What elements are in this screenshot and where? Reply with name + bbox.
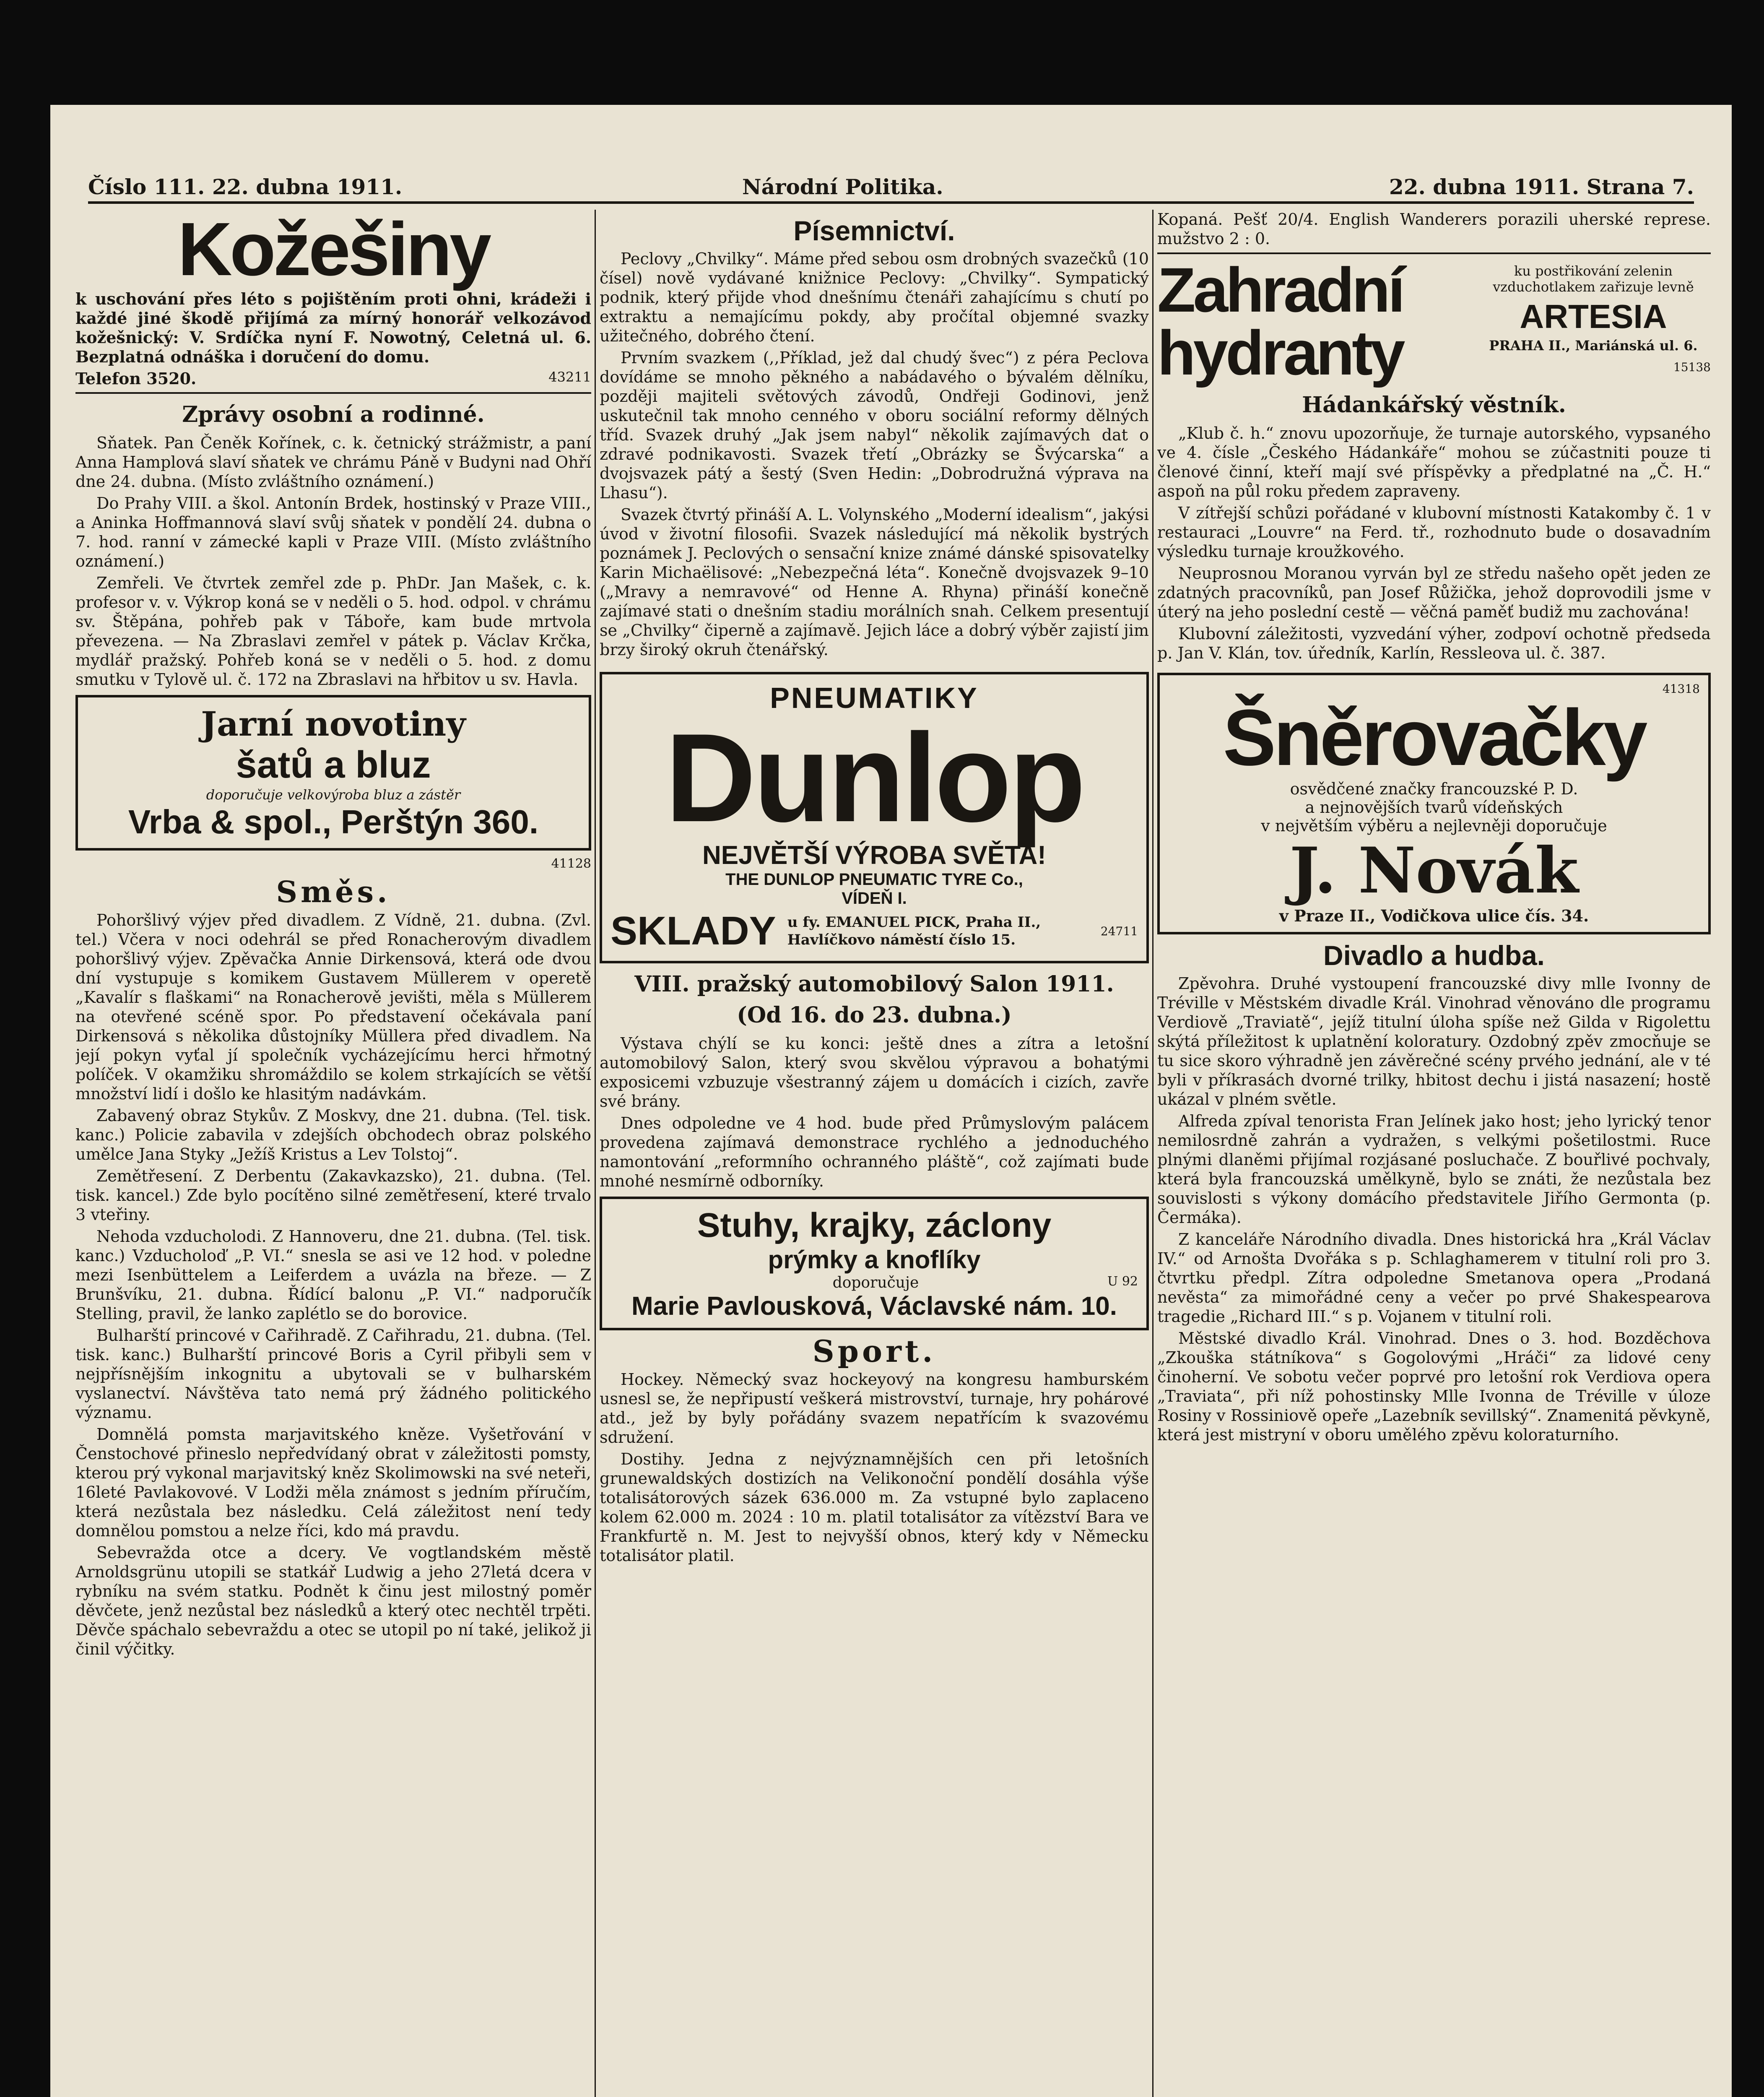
paragraph: Pohoršlivý výjev před divadlem. Z Vídně, 21. dubna. (Zvl. tel.) Včera v noci odehrál se před Ronacherovým divadlem pohoršlivý výjev. Zpěvačka Annie Dirkensová, která ode dvou dní vystupuje s komikem Gustavem Müllerem v operetě „Kavalír s flaškami“ na Ronacherově jevišti, měla s Müllerem na otevřené scéně spor. Po představení očekávala paní Dirkensová s několika důstojníky Müllera před divadlem. Na její pokyn vyťal jí společník vycházejícímu herci hřmotný políček. V okamžiku shromáždilo se kolem strkajících se větší množství lidí i došlo ke hlasitým nadávkám. [75,911,591,1103]
ad-line: Vrba & spol., Perštýn 360. [128,803,539,840]
ad-line: ku postřikování zelenin vzduchotlakem zařizuje levně [1493,263,1694,295]
ad-line: hydranty [1157,317,1403,388]
ad-line: doporučuje velkovýroba bluz a zástěr [206,787,461,803]
divider [1157,252,1711,254]
ad-line: v největším výběru a nejlevněji doporučuje [1261,817,1607,835]
paragraph: V zítřejší schůzi pořádané v klubovní místnosti Katakomby č. 1 v restauraci „Louvre“ na Ferd. tř., rozhodnuto bude o dosavadním výsledku turnaje kroužkového. [1157,504,1711,561]
paragraph: Zemětřesení. Z Derbentu (Zakavkazsko), 21. dubna. (Tel. tisk. kancel.) Zde bylo pocítěno silné zemětřesení, které trvalo 3 vteřiny. [75,1167,591,1224]
ad-snerovacky [1157,673,1711,934]
ad-title: Šněrovačky [1223,693,1645,782]
ad-code: 41318 [1662,682,1700,696]
ad-firm: u fy. EMANUEL PICK, Praha II., Havlíčkovo náměstí číslo 15. [787,914,1041,948]
ad-phone: Telefon 3520. [75,369,197,388]
ad-address: v Praze II., Vodičkova ulice čís. 34. [1279,906,1589,925]
ad-address: PRAHA II., Mariánská ul. 6. [1489,338,1698,354]
paragraph: Alfreda zpíval tenorista Fran Jelínek jako host; jeho lyrický tenor nemilosrdně zahrán a vydražen, s velkými pošetilostmi. Ruce plnými dlaněmi přijímal rozjásané posluchače. Z bouřlivé pochvaly, která byla francouzská umělkyně, bylo se znáti, že nezůstala bez souvislosti s výkony domácího představitele Jiřího Germonta (p. Čermáka). [1157,1112,1711,1227]
paragraph: Neuprosnou Moranou vyrván byl ze středu našeho opět jeden ze zdatných pracovníků, pan Josef Růžička, jehož doprovodili jsme v úterý na jeho poslední cestě — věčná paměť budiž mu zachována! [1157,564,1711,621]
ad-code: 43211 [548,369,591,385]
paragraph: „Klub č. h.“ znovu upozorňuje, že turnaje autorského, vypsaného ve 4. čísle „Českého Hádankáře“ mohou se zúčastniti pouze ti členové činní, kteří mají své příspěvky a předplatné na „Č. H.“ aspoň na půl roku předem zapraveny. [1157,424,1711,500]
ad-line: prýmky a knoflíky [768,1246,981,1274]
ad-line: VÍDEŇ I. [842,889,907,908]
column-2 [600,210,1149,2097]
ad-line: THE DUNLOP PNEUMATIC TYRE Co., [725,870,1023,889]
column-3 [1157,210,1711,2097]
ad-footer [611,908,1138,954]
ad-logo: Dunlop [665,707,1083,848]
paragraph: Dnes odpoledne ve 4 hod. bude před Průmyslovým palácem provedena zajímavá demonstrace rychlého a jednoduchého namontování „reformního ochranného pláště“, což zajímati bude mnohé nesmírně odborníky. [600,1114,1149,1190]
ad-line: a nejnovějších tvarů vídeňských [1305,798,1563,817]
ad-line: doporučuje [832,1274,919,1291]
column-rule [595,210,596,2097]
paragraph: Peclovy „Chvilky“. Máme před sebou osm drobných svazečků (10 čísel) nově vydávané knižnice Peclovy: „Chvilky“. Sympatický podnik, který přijde vhod dnešnímu čtenáři zahajícímu s chutí po extraktu a nemajícímu pokdy, aby pročítal objemné svazky užitečného, dobrého čtení. [600,250,1149,345]
ad-code: 15138 [1673,360,1711,374]
section-title: Divadlo a hudba. [1323,940,1545,971]
header-issue: Číslo 111. 22. dubna 1911. [88,174,403,199]
paragraph: Sebevražda otce a dcery. Ve vogtlandském městě Arnoldsgrünu utopili se statkář Ludwig a jeho 27letá dcera v rybníku na svém statku. Podnět k činu jest milostný poměr děvčete, jenž nezůstal bez následků a který otec nechtěl trpěti. Děvče spáchalo sebevraždu a otec se utopil po ní také, jelikož ji činil výčitky. [75,1543,591,1658]
section-title: Směs. [276,874,391,909]
ad-footer [75,369,591,388]
ad-body: k uschování přes léto s pojištěním proti ohni, krádeži i každé jiné škodě přijímá za mírný honorář velkozávod kožešnický: V. Srdíčka nyní F. Nowotný, Celetná ul. 6. Bezplatná odnáška i doručení do domu. [75,289,591,366]
ad-name: J. Novák [1289,834,1579,908]
paragraph-kopana: Kopaná. Pešť 20/4. English Wanderers porazili uherské represe. mužstvo 2 : 0. [1157,210,1711,248]
ad-kozesiny [75,210,591,388]
ad-row [611,1274,1138,1291]
paragraph: Prvním svazkem (,,Příklad, jež dal chudý švec“) z péra Peclova dovídáme se mnoho pěkného a nabádavého o bývalém dělníku, později majiteli světových závodů, Ondřeji Godinovi, jenž uskutečnil tak mnoho cenného v oboru sociální reformy dělných tříd. Svazek druhý „Jak jsem nabyl“ několik zajímavých dat o zdravé podnikavosti. Svazek třetí „Obrázky se Švýcarska“ a dvojsvazek pátý a šestý (Sven Hedin: „Dobrodružná výprava na Lhasu“). [600,349,1149,502]
section-title: Hádankářský věstník. [1302,392,1566,418]
ad-right [1476,263,1711,380]
paragraph: Zabavený obraz Stykův. Z Moskvy, dne 21. dubna. (Tel. tisk. kanc.) Policie zabavila v zdejších obchodech obraz polského umělce Jana Styky „Ježíš Kristus a Lev Tolstoj“. [75,1106,591,1163]
ad-sklady: SKLADY [611,908,776,953]
ad-title: Kožešiny [177,210,489,291]
page-header [88,172,1694,204]
paragraph: Svazek čtvrtý přináší A. L. Volynského „Moderní idealism“, jakýsi úvod v životní filosofii. Svazek následující má několik bystrých poznámek J. Peclových o sensační knize známé dánské spisovatelky Karin Michaëlisové: „Nebezpečná léta“. Konečně dvojsvazek 9–10 („Mravy a nemravové“ od Henne A. Rhyna) přináší konečně zajímavé stati o dnešním stadiu morálních snah. Celkem presentují se „Chvilky“ čiperně a zajímavě. Jejich láce a dobrý výběr zajistí jim brzy široký okruh čtenářský. [600,505,1149,659]
paragraph: Bulharští princové v Cařihradě. Z Cařihradu, 21. dubna. (Tel. tisk. kanc.) Bulharští princové Boris a Cyril přibyli sem v nejpřísnějším inkognitu a ubytovali se v bulharském vyslanectví. Návštěva tato nemá prý žádného politického významu. [75,1326,591,1422]
header-date-page: 22. dubna 1911. Strana 7. [1389,174,1694,199]
divider [75,392,591,394]
ad-brand: ARTESIA [1520,298,1667,335]
ad-line: Stuhy, krajky, záclony [697,1206,1052,1244]
ad-line: Zahradní [1157,255,1403,325]
paragraph: Zpěvohra. Druhé vystoupení francouzské divy mlle Ivonny de Tréville v Městském divadle Král. Vinohrad věnováno dle programu Verdiově „Traviatě“, jejíž titulní úloha spíše než Gilda v Rigolettu skýtá příležitost k uplatnění koloratury. Ozdobný zpěv zmocňuje se tu sice skoro výhradně jen závěrečné scény prvého jednání, ale v té byli v příkrasách dvorné trilky, hbitost dechu i jistá nasazení; hostě ukázal v plném světle. [1157,974,1711,1108]
ad-dunlop [600,672,1149,963]
paragraph: Sňatek. Pan Čeněk Kořínek, c. k. četnický strážmistr, a paní Anna Hamplová slaví sňatek ve chrámu Páně v Budyni nad Ohří dne 24. dubna. (Místo zvláštního oznámení.) [75,434,591,491]
section-subtitle: (Od 16. do 23. dubna.) [737,1002,1012,1028]
ad-line: NEJVĚTŠÍ VÝROBA SVĚTA! [702,841,1046,870]
ad-code: 41128 [551,856,591,871]
header-masthead: Národní Politika. [742,174,943,199]
ad-stuhy [600,1197,1149,1330]
ad-line: Jarní novotiny [201,704,466,744]
ad-code: U 92 [1107,1274,1138,1289]
ad-jarni-novotiny [75,695,591,851]
section-title: Sport. [812,1333,936,1369]
section-title: Zprávy osobní a rodinné. [182,402,485,427]
paragraph: Do Prahy VIII. a škol. Antonín Brdek, hostinský v Praze VIII., a Aninka Hoffmannová slaví svůj sňatek v pondělí 24. dubna o 7. hod. ranní v zámecké kapli v Praze VIII. (Místo zvláštního oznámení.) [75,494,591,570]
paragraph: Zemřeli. Ve čtvrtek zemřel zde p. PhDr. Jan Mašek, c. k. profesor v. v. Výkrop koná se v neděli o 5. hod. odpol. v chrámu sv. Štěpána, pohřeb pak v Táboře, kam bude mrtvola převezena. — Na Zbraslavi zemřel v pátek p. Václav Krčka, mydlář pražský. Pohřeb koná se v neděli o 5. hod. z domu smutku v Tylově ul. č. 172 na Zbraslavi na hřbitov u sv. Havla. [75,574,591,689]
section-title: Písemnictví. [793,215,955,246]
ad-line: šatů a bluz [236,744,431,786]
paragraph: Domnělá pomsta marjavitského kněze. Vyšetřování v Čenstochové přineslo nepředvídaný obrat v záležitosti pomsty, kterou prý vykonal marjavitský kněz Skolimowski na své neteři, 16leté Pavlakovové. V Lodži měla známost s jedním příručím, která nezůstala bez následku. Celá záležitost není tedy domnělou pomstou a nelze říci, kdo má pravdu. [75,1425,591,1540]
column-rule [1152,210,1153,2097]
ad-line: osvědčené značky francouzské P. D. [1290,780,1578,798]
paragraph: Dostihy. Jedna z nejvýznamnějších cen při letošních grunewaldských dostizích na Velikonoční pondělí dosáhla výše totalisátorových sázek 636.000 m. Za vstupné bylo zaplaceno kolem 62.000 m. 2024 : 10 m. platil totalisátor za vítězství Bara ve Frankfurtě n. M. Jest to nejvyšší obnos, který kdy v Německu totalisátor platil. [600,1450,1149,1565]
paragraph: Nehoda vzducholodi. Z Hannoveru, dne 21. dubna. (Tel. tisk. kanc.) Vzducholoď „P. VI.“ snesla se asi ve 12 hod. v poledne mezi Isenbüttelem a Leiferdem a uvázla na březe. — Z Brunšvíku, 21. dubna. Řídící balonu „P. VI.“ nadporučík Stelling, pravil, že lanko zaplétlo se do borovice. [75,1227,591,1323]
ad-hydranty [1157,255,1711,388]
ad-line: Marie Pavlousková, Václavské nám. 10. [631,1292,1117,1321]
spacer [611,1274,644,1291]
paragraph: Výstava chýlí se ku konci: ještě dnes a zítra a letošní automobilový Salon, který svou skvělou výpravou a bohatými exposicemi vzbuzuje všestranný zájem u domácích i cizích, zavře své brány. [600,1034,1149,1111]
ad-line: PNEUMATIKY [770,682,979,714]
paragraph: Z kanceláře Národního divadla. Dnes historická hra „Král Václav IV.“ od Arnošta Dvořáka s p. Schlaghamerem v titulní roli pro 3. čtvrtku předpl. Zítra odpoledne Smetanova opera „Prodaná nevěsta“ za mimořádné ceny a večer po prvé Shakespearova tragedie „Richard III.“ s p. Vojanem v titulní roli. [1157,1230,1711,1326]
paragraph: Městské divadlo Král. Vinohrad. Dnes o 3. hod. Bozděchova „Zkouška státníkova“ s Gogolovými „Hráči“ za lidové ceny činoherní. Ve sobotu večer poprvé pro letošní rok Verdiova opera „Traviata“, při níž pohostinsky Mlle Ivonna de Tréville v úloze Rosiny v Rossiniově opeře „Lazebník sevillský“. Znamenitá pěvkyně, která jest mistryní v oboru umělého zpěvu koloraturního. [1157,1329,1711,1444]
ad-left [1157,255,1476,388]
paragraph: Hockey. Německý svaz hockeyový na kongresu hamburském usnesl se, že nepřipustí veškerá mistrovství, turnaje, hry pohárové atd., jež by byly pořádány svazem nepatřícím k svazovému sdružení. [600,1370,1149,1447]
paragraph: Klubovní záležitosti, vyzvedání výher, zodpoví ochotně předseda p. Jan V. Klán, tov. úředník, Karlín, Ressleova ul. č. 387. [1157,624,1711,662]
newspaper-page [50,105,1732,2097]
ad-code: 24711 [1100,924,1138,938]
section-title: VIII. pražský automobilový Salon 1911. [634,971,1114,997]
column-1 [75,210,591,2097]
